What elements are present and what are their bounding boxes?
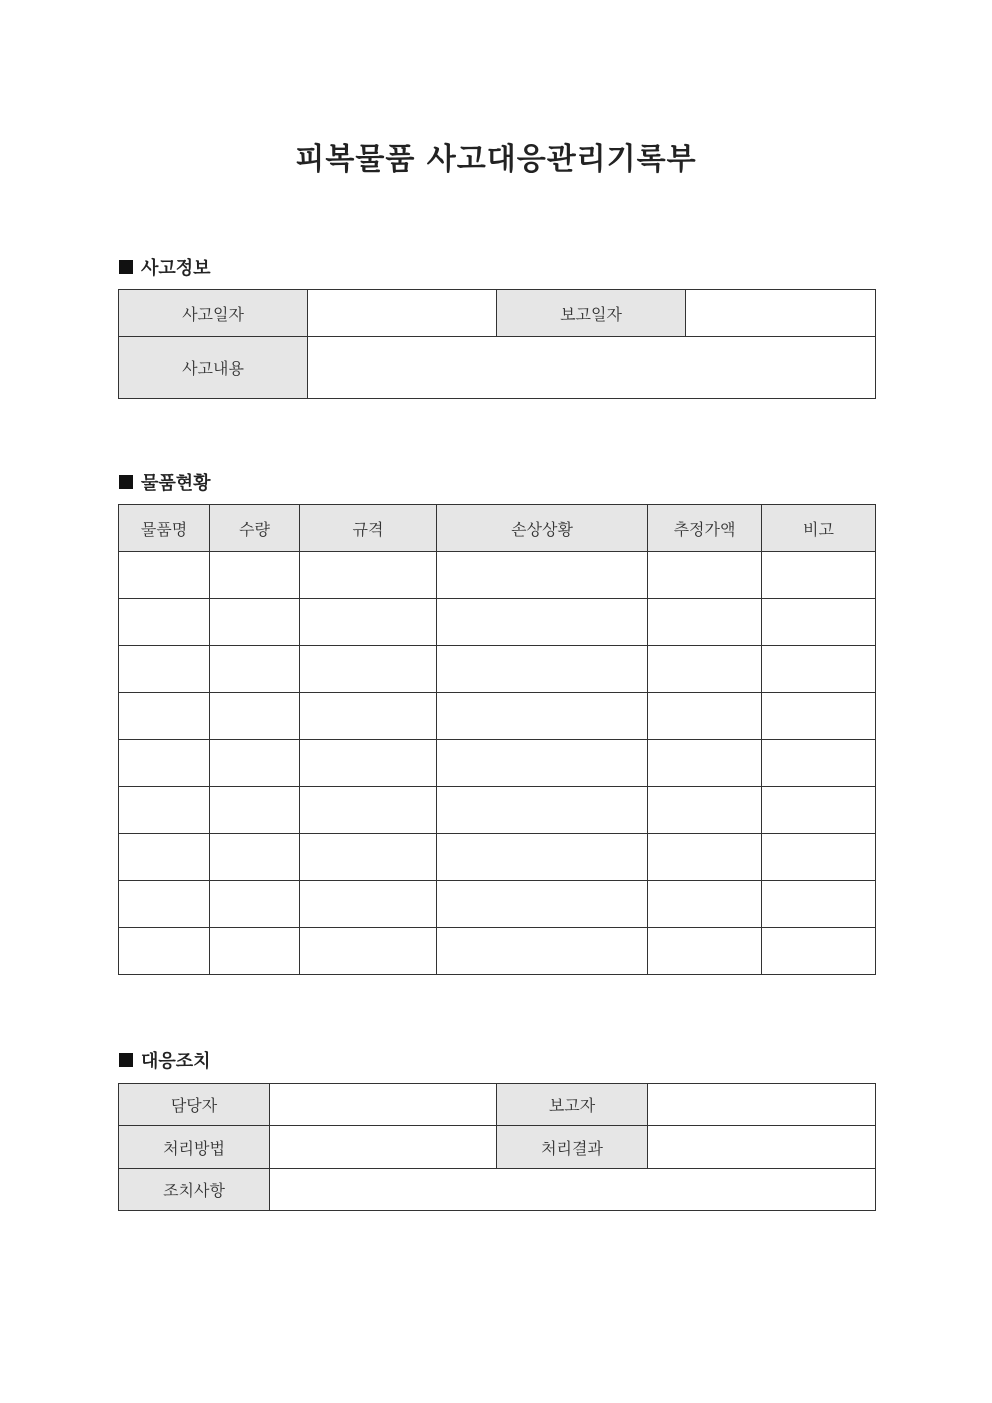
- cell-estimated-value[interactable]: [648, 787, 762, 834]
- cell-remarks[interactable]: [762, 881, 876, 928]
- accident-date-label: 사고일자: [119, 290, 308, 337]
- accident-content-field[interactable]: [308, 337, 876, 399]
- cell-specification[interactable]: [300, 693, 437, 740]
- reporter-label: 보고자: [497, 1084, 648, 1126]
- cell-remarks[interactable]: [762, 834, 876, 881]
- cell-estimated-value[interactable]: [648, 599, 762, 646]
- cell-quantity[interactable]: [210, 928, 300, 975]
- cell-damage-status[interactable]: [437, 599, 648, 646]
- cell-remarks[interactable]: [762, 740, 876, 787]
- handling-result-label: 처리결과: [497, 1126, 648, 1169]
- column-header-remarks: 비고: [762, 505, 876, 552]
- report-date-field[interactable]: [686, 290, 876, 337]
- cell-damage-status[interactable]: [437, 787, 648, 834]
- cell-quantity[interactable]: [210, 881, 300, 928]
- table-row: [119, 552, 876, 599]
- cell-quantity[interactable]: [210, 646, 300, 693]
- action-details-label: 조치사항: [119, 1169, 270, 1211]
- reporter-field[interactable]: [648, 1084, 876, 1126]
- handling-method-field[interactable]: [270, 1126, 497, 1169]
- section-heading-accident-info: [119, 254, 211, 280]
- cell-quantity[interactable]: [210, 693, 300, 740]
- cell-remarks[interactable]: [762, 552, 876, 599]
- cell-remarks[interactable]: [762, 599, 876, 646]
- column-header-specification: 규격: [300, 505, 437, 552]
- items-table-body: [119, 552, 876, 975]
- cell-damage-status[interactable]: [437, 881, 648, 928]
- accident-info-table: [118, 289, 876, 399]
- cell-damage-status[interactable]: [437, 552, 648, 599]
- cell-remarks[interactable]: [762, 787, 876, 834]
- cell-quantity[interactable]: [210, 834, 300, 881]
- cell-estimated-value[interactable]: [648, 928, 762, 975]
- square-bullet-icon: [119, 260, 133, 274]
- cell-remarks[interactable]: [762, 693, 876, 740]
- cell-damage-status[interactable]: [437, 646, 648, 693]
- cell-item-name[interactable]: [119, 693, 210, 740]
- square-bullet-icon: [119, 1053, 133, 1067]
- section-heading-label: 물품현황: [141, 473, 211, 494]
- table-row: [119, 834, 876, 881]
- cell-damage-status[interactable]: [437, 693, 648, 740]
- section-heading-label: 대응조치: [141, 1051, 211, 1072]
- cell-specification[interactable]: [300, 646, 437, 693]
- cell-item-name[interactable]: [119, 787, 210, 834]
- column-header-quantity: 수량: [210, 505, 300, 552]
- cell-damage-status[interactable]: [437, 834, 648, 881]
- column-header-estimated-value: 추정가액: [648, 505, 762, 552]
- cell-specification[interactable]: [300, 928, 437, 975]
- cell-quantity[interactable]: [210, 740, 300, 787]
- table-row: [119, 646, 876, 693]
- column-header-item-name: 물품명: [119, 505, 210, 552]
- page-title: 피복물품 사고대응관리기록부: [295, 142, 697, 177]
- cell-estimated-value[interactable]: [648, 693, 762, 740]
- cell-specification[interactable]: [300, 834, 437, 881]
- response-table: [118, 1083, 876, 1211]
- cell-item-name[interactable]: [119, 928, 210, 975]
- cell-item-name[interactable]: [119, 740, 210, 787]
- cell-damage-status[interactable]: [437, 928, 648, 975]
- cell-quantity[interactable]: [210, 599, 300, 646]
- cell-remarks[interactable]: [762, 646, 876, 693]
- cell-specification[interactable]: [300, 552, 437, 599]
- cell-estimated-value[interactable]: [648, 646, 762, 693]
- cell-damage-status[interactable]: [437, 740, 648, 787]
- table-row: [119, 740, 876, 787]
- table-row: [119, 787, 876, 834]
- cell-quantity[interactable]: [210, 552, 300, 599]
- table-row: [119, 881, 876, 928]
- cell-specification[interactable]: [300, 599, 437, 646]
- table-row: [119, 693, 876, 740]
- cell-specification[interactable]: [300, 740, 437, 787]
- items-status-table: [118, 504, 876, 975]
- cell-item-name[interactable]: [119, 834, 210, 881]
- cell-remarks[interactable]: [762, 928, 876, 975]
- handling-method-label: 처리방법: [119, 1126, 270, 1169]
- manager-label: 담당자: [119, 1084, 270, 1126]
- cell-estimated-value[interactable]: [648, 881, 762, 928]
- cell-item-name[interactable]: [119, 552, 210, 599]
- manager-field[interactable]: [270, 1084, 497, 1126]
- cell-item-name[interactable]: [119, 646, 210, 693]
- report-date-label: 보고일자: [497, 290, 686, 337]
- square-bullet-icon: [119, 475, 133, 489]
- action-details-field[interactable]: [270, 1169, 876, 1211]
- cell-specification[interactable]: [300, 787, 437, 834]
- section-heading-response: [119, 1047, 211, 1073]
- section-heading-label: 사고정보: [141, 258, 211, 279]
- cell-estimated-value[interactable]: [648, 834, 762, 881]
- cell-specification[interactable]: [300, 881, 437, 928]
- cell-estimated-value[interactable]: [648, 740, 762, 787]
- table-row: [119, 599, 876, 646]
- cell-item-name[interactable]: [119, 881, 210, 928]
- handling-result-field[interactable]: [648, 1126, 876, 1169]
- table-row: [119, 928, 876, 975]
- accident-content-label: 사고내용: [119, 337, 308, 399]
- column-header-damage-status: 손상상황: [437, 505, 648, 552]
- cell-item-name[interactable]: [119, 599, 210, 646]
- accident-date-field[interactable]: [308, 290, 497, 337]
- cell-quantity[interactable]: [210, 787, 300, 834]
- section-heading-items-status: [119, 469, 211, 495]
- cell-estimated-value[interactable]: [648, 552, 762, 599]
